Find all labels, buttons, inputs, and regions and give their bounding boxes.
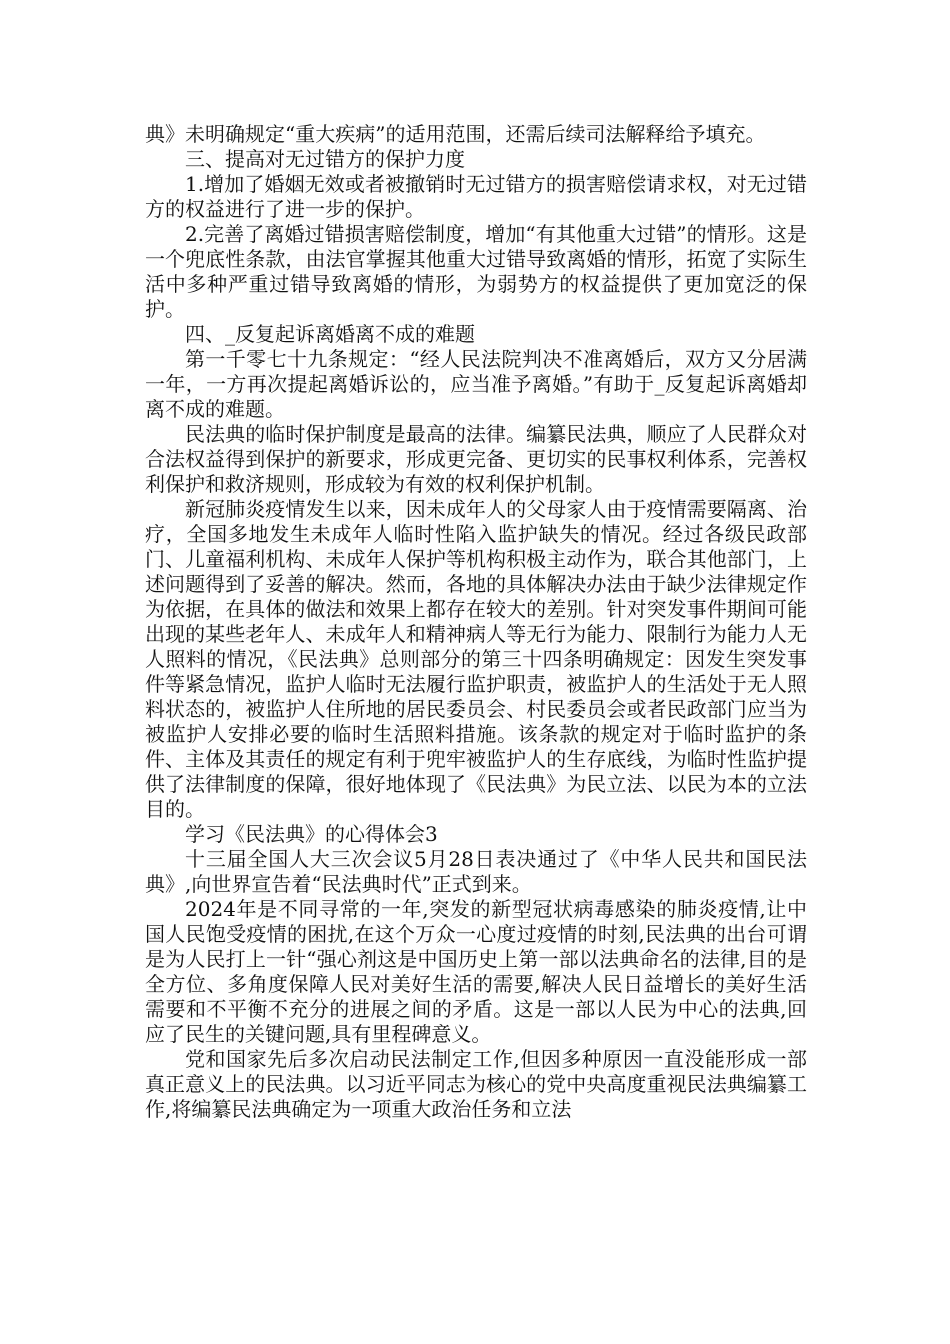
paragraph: 党和国家先后多次启动民法制定工作,但因多种原因一直没能形成一部真正意义上的民法典。以习近平同志为核心的党中央高度重视民法典编纂工作,将编纂民法典确定为一项重大政治任务和立法: [145, 1047, 807, 1121]
section-heading-4: 四、_反复起诉离婚离不成的难题: [185, 322, 475, 346]
paragraph-continuation: 典》未明确规定“重大疾病”的适用范围，还需后续司法解释给予填充。: [145, 122, 766, 146]
paragraph: 2.完善了离婚过错损害赔偿制度，增加“有其他重大过错”的情形。这是一个兜底性条款，由法官掌握其他重大过错导致离婚的情形，拓宽了实际生活中多种严重过错导致离婚的情形，为弱势方的权益提供了更加宽泛的保护。: [145, 222, 807, 321]
section-heading-3: 三、提高对无过错方的保护力度: [185, 147, 465, 171]
paragraph: 1.增加了婚姻无效或者被撤销时无过错方的损害赔偿请求权，对无过错方的权益进行了进一步的保护。: [145, 172, 807, 221]
paragraph: 第一千零七十九条规定：“经人民法院判决不准离婚后，双方又分居满一年，一方再次提起离婚诉讼的，应当准予离婚。”有助于_反复起诉离婚却离不成的难题。: [145, 347, 807, 421]
paragraph: 2024年是不同寻常的一年,突发的新型冠状病毒感染的肺炎疫情,让中国人民饱受疫情的困扰,在这个万众一心度过疫情的时刻,民法典的出台可谓是为人民打上一针“强心剂这是中国历史上第一部以法典命名的法律,目的是全方位、多角度保障人民对美好生活的需要,解决人民日益增长的美好生活需要和不平衡不充分的进展之间的矛盾。这是一部以人民为中心的法典,回应了民生的关键问题,具有里程碑意义。: [145, 897, 807, 1046]
article-title: 学习《民法典》的心得体会3: [185, 822, 438, 846]
paragraph: 十三届全国人大三次会议5月28日表决通过了《中华人民共和国民法典》,向世界宣告着“民法典时代”正式到来。: [145, 847, 807, 896]
paragraph: 民法典的临时保护制度是最高的法律。编纂民法典，顺应了人民群众对合法权益得到保护的新要求，形成更完备、更切实的民事权利体系，完善权利保护和救济规则，形成较为有效的权利保护机制。: [145, 422, 807, 496]
document-body: [145, 122, 807, 1122]
paragraph: 新冠肺炎疫情发生以来，因未成年人的父母家人由于疫情需要隔离、治疗，全国多地发生未成年人临时性陷入监护缺失的情况。经过各级民政部门、儿童福利机构、未成年人保护等机构积极主动作为，联合其他部门，上述问题得到了妥善的解决。然而，各地的具体解决办法由于缺少法律规定作为依据，在具体的做法和效果上都存在较大的差别。针对突发事件期间可能出现的某些老年人、未成年人和精神病人等无行为能力、限制行为能力人无人照料的情况，《民法典》总则部分的第三十四条明确规定：因发生突发事件等紧急情况，监护人临时无法履行监护职责，被监护人的生活处于无人照料状态的，被监护人住所地的居民委员会、村民委员会或者民政部门应当为被监护人安排必要的临时生活照料措施。该条款的规定对于临时监护的条件、主体及其责任的规定有利于兜牢被监护人的生存底线，为临时性监护提供了法律制度的保障，很好地体现了《民法典》为民立法、以民为本的立法目的。: [145, 497, 807, 821]
